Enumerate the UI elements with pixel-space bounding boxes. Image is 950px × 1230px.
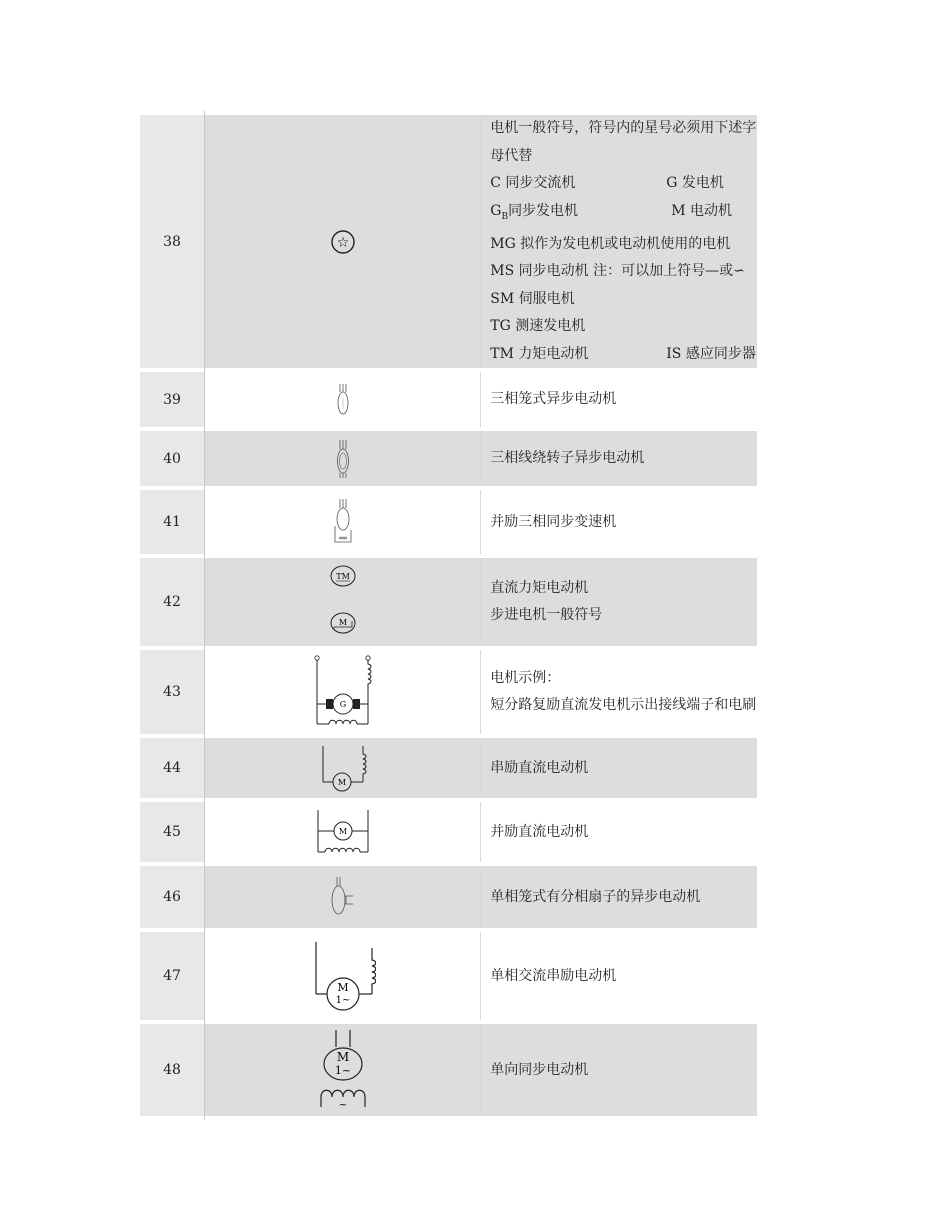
row-number: 40 (140, 431, 205, 486)
table-row (140, 431, 757, 486)
description-cell: 三相线绕转子异步电动机 (481, 431, 757, 486)
three-phase-wound-rotor-motor-icon (335, 439, 351, 479)
table-row (140, 372, 757, 427)
symbol-cell (205, 932, 481, 1020)
ac-tilde-label: ~ (338, 1100, 347, 1112)
description-cell: 串励直流电动机 (481, 738, 757, 798)
symbol-cell (205, 431, 481, 486)
desc-pair: C 同步交流机 G 发电机 (490, 175, 724, 191)
row-number: 47 (140, 932, 205, 1020)
description-cell (481, 115, 757, 368)
table-row (140, 1024, 757, 1116)
symbol-cell (205, 490, 481, 554)
motor-phase-label: 1~ (334, 1064, 351, 1078)
torque-motor-label: TM (335, 572, 350, 582)
row-number: 39 (140, 372, 205, 427)
desc-line: MG 拟作为发电机或电动机使用的电机 (490, 235, 731, 252)
row-number: 44 (140, 738, 205, 798)
motor-general-symbol-icon (328, 227, 358, 257)
row-separator (140, 1116, 757, 1120)
symbol-cell (205, 372, 481, 427)
symbol-cell (205, 650, 481, 734)
table-row (140, 802, 757, 862)
table-row (140, 932, 757, 1020)
description-cell: 三相笼式异步电动机 (481, 372, 757, 427)
motor-label: M (338, 827, 347, 837)
motor-phase-label: 1~ (335, 995, 350, 1007)
symbol-cell (205, 802, 481, 862)
symbol-cell (205, 1024, 481, 1116)
row-number: 48 (140, 1024, 205, 1116)
description-cell: 电机示例： 短分路复励直流发电机示出接线端子和电刷 (481, 650, 757, 734)
single-phase-ac-series-motor-icon (310, 940, 376, 1012)
dc-torque-and-stepper-motor-icon (326, 563, 360, 641)
description-cell: 直流力矩电动机 步进电机一般符号 (481, 558, 757, 646)
row-number: 42 (140, 558, 205, 646)
motor-label: M (336, 1050, 349, 1065)
symbol-cell (205, 866, 481, 928)
row-number: 45 (140, 802, 205, 862)
description-cell: 单相交流串励电动机 (481, 932, 757, 1020)
single-phase-cage-motor-icon (329, 876, 357, 918)
row-number: 38 (140, 115, 205, 368)
shunt-three-phase-synchronous-converter-icon (332, 498, 354, 546)
table-row (140, 558, 757, 646)
symbol-cell (205, 558, 481, 646)
desc-line: MS 同步电动机 注：可以加上符号—或∽ (490, 263, 745, 280)
three-phase-cage-motor-icon (335, 383, 351, 417)
shunt-dc-motor-icon (315, 808, 371, 856)
stepper-motor-label: M (338, 618, 347, 628)
motor-label: M (336, 981, 349, 995)
row-number: 43 (140, 650, 205, 734)
row-number: 41 (140, 490, 205, 554)
generator-label: G (339, 700, 346, 710)
desc-pair: SM 伺服电机TG 测速发电机 (490, 290, 586, 335)
desc-pair: TM 力矩电动机 IS 感应同步器 (490, 345, 756, 362)
motor-label: M (337, 778, 346, 788)
description-cell: 并励直流电动机 (481, 802, 757, 862)
table-row (140, 738, 757, 798)
symbol-cell (205, 738, 481, 798)
table-row (140, 490, 757, 554)
electrical-symbol-table (140, 111, 757, 1120)
compound-dc-generator-icon (312, 654, 374, 730)
description-cell: 单相笼式有分相扇子的异步电动机 (481, 866, 757, 928)
desc-intro: 电机一般符号，符号内的星号必须用下述字母代替 (490, 120, 757, 164)
desc-pair: $G_B$同步发电机 M 电动机 (490, 202, 733, 222)
table-row (140, 650, 757, 734)
description-cell: 并励三相同步变速机 (481, 490, 757, 554)
table-row (140, 866, 757, 928)
series-dc-motor-icon (319, 744, 367, 792)
single-phase-synchronous-motor-icon (317, 1029, 369, 1111)
row-number: 46 (140, 866, 205, 928)
description-cell: 单向同步电动机 (481, 1024, 757, 1116)
symbol-cell (205, 115, 481, 368)
table-row (140, 115, 757, 368)
star-symbol: ☆ (336, 234, 349, 251)
